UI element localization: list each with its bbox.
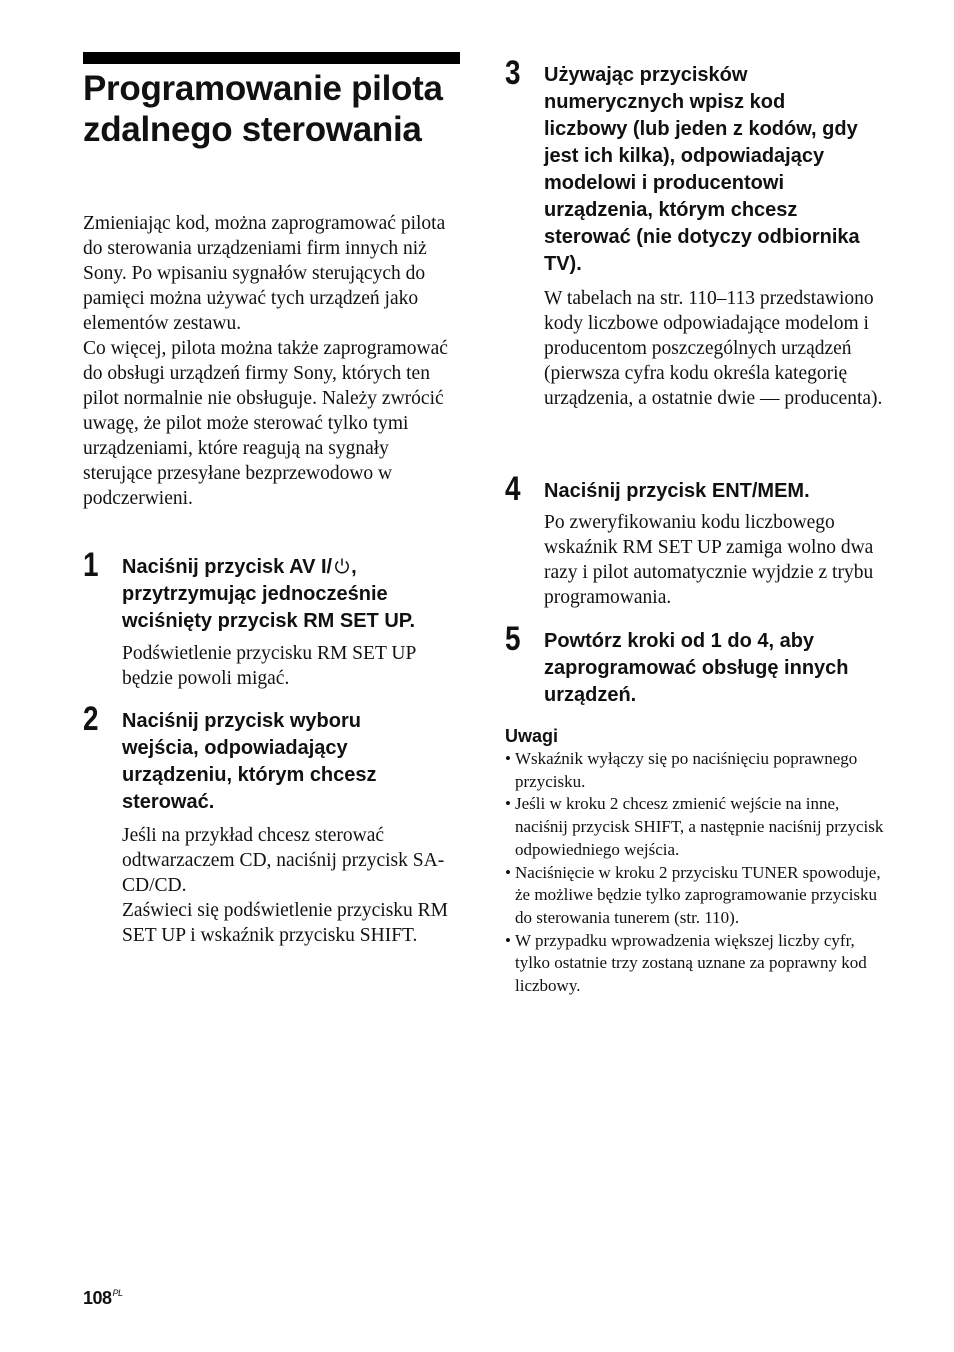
step-heading-part-1: Naciśnij przycisk AV I/ <box>122 556 333 578</box>
step-body-paragraph-1: Jeśli na przykład chcesz sterować odtwarzaczem CD, naciśnij przycisk SA-CD/CD. <box>122 825 445 896</box>
note-item: • W przypadku wprowadzenia większej liczby cyfr, tylko ostatnie trzy zostaną uznane za poprawny kod liczbowy. <box>505 930 885 998</box>
page-number-value: 108 <box>83 1288 112 1308</box>
step-heading-part-2: , przytrzymując jednocześnie wciśnięty przycisk RM SET UP. <box>122 556 416 632</box>
step-heading: Używając przycisków numerycznych wpisz kod liczbowy (lub jeden z kodów, gdy jest ich kilka), odpowiadający modelowi i producentowi urządzenia, którym chcesz sterować (nie dotyczy odbiornika TV). <box>544 64 860 275</box>
step-body: Po zweryfikowaniu kodu liczbowego wskaźnik RM SET UP zamiga wolno dwa razy i pilot automatycznie wyjdzie z trybu programowania. <box>544 512 874 608</box>
intro-paragraph-1: Zmieniając kod, można zaprogramować pilota do sterowania urządzeniami firm innych niż Sony. Po wpisaniu sygnałów sterujących do pamięci można używać tych urządzeń jako elementów zestawu. <box>83 213 446 334</box>
step-body: Podświetlenie przycisku RM SET UP będzie powoli migać. <box>122 643 416 689</box>
step-body: W tabelach na str. 110–113 przedstawiono kody liczbowe odpowiadające modelom i producentom poszczególnych urządzeń (pierwsza cyfra kodu określa kategorię urządzenia, a ostatnie dwie — producenta). <box>544 288 883 409</box>
step-body-paragraph-2: Zaświeci się podświetlenie przycisku RM SET UP i wskaźnik przycisku SHIFT. <box>122 900 449 946</box>
page-number <box>83 1282 123 1309</box>
step-number: 4 <box>505 470 521 508</box>
intro-paragraph-2: Co więcej, pilota można także zaprogramować do obsługi urządzeń firmy Sony, których ten pilot normalnie nie obsługuje. Należy zwrócić uwagę, że pilot może sterować tylko tymi urządzeniami, które reagują na sygnały sterujące przesyłane bezprzewodowo w podczerwieni. <box>83 338 448 509</box>
page-language-code: PL <box>112 1288 123 1298</box>
step-number: 5 <box>505 620 521 658</box>
note-item: • Naciśnięcie w kroku 2 przycisku TUNER spowoduje, że możliwe będzie tylko zaprogramowanie przycisku do sterowania tunerem (str. 110). <box>505 862 885 930</box>
page-title: Programowanie pilota zdalnego sterowania <box>83 69 443 149</box>
step-heading <box>122 554 467 635</box>
step-number: 3 <box>505 54 521 92</box>
power-icon <box>333 557 351 575</box>
step-number: 1 <box>83 546 99 584</box>
intro-text <box>83 211 463 511</box>
note-item: • Wskaźnik wyłączy się po naciśnięciu poprawnego przycisku. <box>505 748 885 793</box>
step-heading: Naciśnij przycisk ENT/MEM. <box>544 480 810 502</box>
step-number: 2 <box>83 700 99 738</box>
title-rule <box>83 52 460 64</box>
step-heading: Powtórz kroki od 1 do 4, aby zaprogramować obsługę innych urządzeń. <box>544 630 849 706</box>
notes-heading: Uwagi <box>505 726 559 746</box>
note-item: • Jeśli w kroku 2 chcesz zmienić wejście na inne, naciśnij przycisk SHIFT, a następnie naciśnij przycisk odpowiedniego wejścia. <box>505 793 885 861</box>
notes-list <box>505 748 885 998</box>
step-heading: Naciśnij przycisk wyboru wejścia, odpowiadający urządzeniu, którym chcesz sterować. <box>122 710 377 813</box>
step-body <box>122 823 462 948</box>
